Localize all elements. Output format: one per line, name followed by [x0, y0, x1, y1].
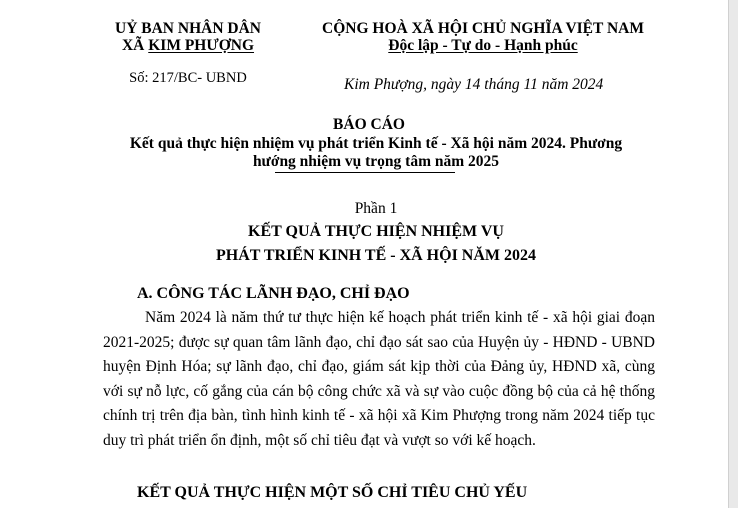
national-title: CỘNG HOÀ XÃ HỘI CHỦ NGHĨA VIỆT NAM	[322, 20, 644, 37]
agency-subunit	[103, 37, 273, 55]
vertical-scrollbar[interactable]	[728, 0, 738, 508]
section-a-heading: A. CÔNG TÁC LÃNH ĐẠO, CHỈ ĐẠO	[137, 285, 410, 302]
part-title-line2: PHÁT TRIỂN KINH TẾ - XÃ HỘI NĂM 2024	[215, 247, 537, 264]
report-type: BÁO CÁO	[333, 116, 405, 133]
title-underline	[275, 172, 455, 173]
report-subject-line2: hướng nhiệm vụ trọng tâm năm 2025	[252, 153, 500, 170]
part-title-line1: KẾT QUẢ THỰC HIỆN NHIỆM VỤ	[248, 223, 504, 240]
document-number: Số: 217/BC- UBND	[129, 70, 247, 86]
agency-name: UỶ BAN NHÂN DÂN	[115, 20, 261, 37]
agency-subunit-name: KIM PHƯỢNG	[148, 37, 255, 54]
section-indicators-heading: KẾT QUẢ THỰC HIỆN MỘT SỐ CHỈ TIÊU CHỦ YẾU	[137, 484, 528, 501]
report-subject-line1: Kết quả thực hiện nhiệm vụ phát triển Kinh tế - Xã hội năm 2024. Phương	[129, 135, 623, 152]
national-motto: Độc lập - Tự do - Hạnh phúc	[388, 37, 578, 54]
section-a-paragraph: Năm 2024 là năm thứ tư thực hiện kế hoạch phát triển kinh tế - xã hội giai đoạn 2021-2025; được sự quan tâm lãnh đạo, chỉ đạo sát sao của Huyện ủy - HĐND - UBND huyện Định Hóa; sự lãnh đạo, chỉ đạo, giám sát kịp thời của Đảng ủy, HĐND xã, cùng với sự nỗ lực, cố gắng của cán bộ công chức xã và sự vào cuộc đồng bộ của cả hệ thống chính trị trên địa bàn, tình hình kinh tế - xã hội xã Kim Phượng trong năm 2024 tiếp tục duy trì phát triển ổn định, một số chỉ tiêu đạt và vượt so với kế hoạch.	[103, 309, 655, 449]
place-date: Kim Phượng, ngày 14 tháng 11 năm 2024	[344, 76, 604, 93]
part-label: Phần 1	[354, 200, 398, 217]
agency-subunit-prefix: XÃ	[121, 37, 149, 54]
